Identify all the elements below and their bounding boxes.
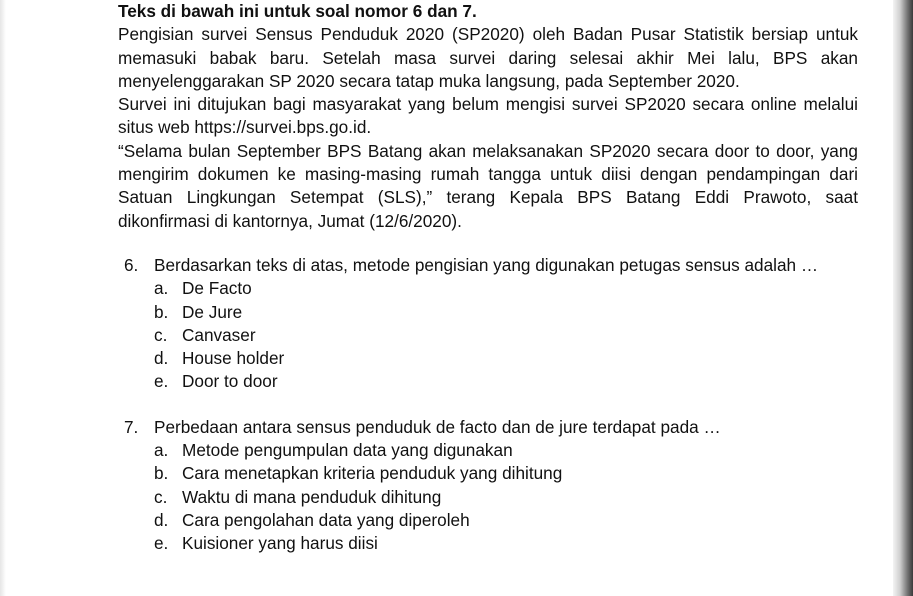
option-d[interactable]: [154, 347, 858, 370]
passage-heading: Teks di bawah ini untuk soal nomor 6 dan 7.: [118, 1, 477, 21]
option-text: Cara pengolahan data yang diperoleh: [182, 509, 470, 530]
option-e[interactable]: [154, 532, 858, 555]
option-letter: d.: [154, 509, 169, 530]
option-text: Kuisioner yang harus diisi: [182, 533, 378, 554]
option-text: Door to door: [182, 371, 278, 392]
option-a[interactable]: [154, 439, 858, 462]
option-text: Cara menetapkan kriteria penduduk yang dihitung: [182, 463, 563, 484]
option-letter: a.: [154, 440, 169, 461]
option-letter: e.: [154, 371, 169, 392]
option-c[interactable]: [154, 324, 858, 347]
document-page: [118, 0, 858, 556]
question-6: [118, 254, 858, 394]
option-letter: c.: [154, 324, 168, 345]
option-letter: a.: [154, 278, 169, 299]
page-edge-shadow: [893, 0, 913, 596]
question-text: Perbedaan antara sensus penduduk de facto dan de jure terdapat pada …: [154, 416, 721, 437]
option-list: [154, 439, 858, 555]
option-text: Metode pengumpulan data yang digunakan: [182, 440, 513, 461]
option-d[interactable]: [154, 509, 858, 532]
option-list: [154, 277, 858, 393]
option-text: House holder: [182, 348, 285, 369]
option-letter: d.: [154, 348, 169, 369]
option-letter: b.: [154, 463, 169, 484]
question-body: [154, 416, 858, 556]
passage-paragraph-3: “Selama bulan September BPS Batang akan melaksanakan SP2020 secara door to door, yang mengirim dokumen ke masing-masing rumah tangga untuk diisi dengan pendampingan dari Satuan Lingkungan Setempat (SLS),” terang Kepala BPS Batang Eddi Prawoto, saat dikonfirmasi di kantornya, Jumat (12/6/2020).: [118, 140, 858, 231]
option-text: Canvaser: [182, 324, 256, 345]
option-letter: b.: [154, 301, 169, 322]
passage-paragraph-2: Survei ini ditujukan bagi masyarakat yang belum mengisi survei SP2020 secara online melalui situs web https://survei.bps.go.id.: [118, 94, 858, 138]
option-c[interactable]: [154, 486, 858, 509]
question-number: 7.: [124, 416, 139, 437]
question-body: [154, 254, 858, 394]
question-number: 6.: [124, 254, 139, 275]
option-b[interactable]: [154, 301, 858, 324]
option-text: De Facto: [182, 278, 252, 299]
option-text: Waktu di mana penduduk dihitung: [182, 486, 442, 507]
option-text: De Jure: [182, 301, 243, 322]
option-e[interactable]: [154, 370, 858, 393]
page-left-shadow: [0, 0, 6, 596]
passage-paragraph-1: Pengisian survei Sensus Penduduk 2020 (SP2020) oleh Badan Pusar Statistik bersiap untuk memasuki babak baru. Setelah masa survei daring selesai akhir Mei lalu, BPS akan menyelenggarakan SP 2020 secara tatap muka langsung, pada September 2020.: [118, 24, 858, 91]
option-a[interactable]: [154, 277, 858, 300]
question-7: [118, 416, 858, 556]
question-text: Berdasarkan teks di atas, metode pengisian yang digunakan petugas sensus adalah …: [154, 254, 819, 275]
option-b[interactable]: [154, 462, 858, 485]
option-letter: c.: [154, 486, 168, 507]
option-letter: e.: [154, 533, 169, 554]
